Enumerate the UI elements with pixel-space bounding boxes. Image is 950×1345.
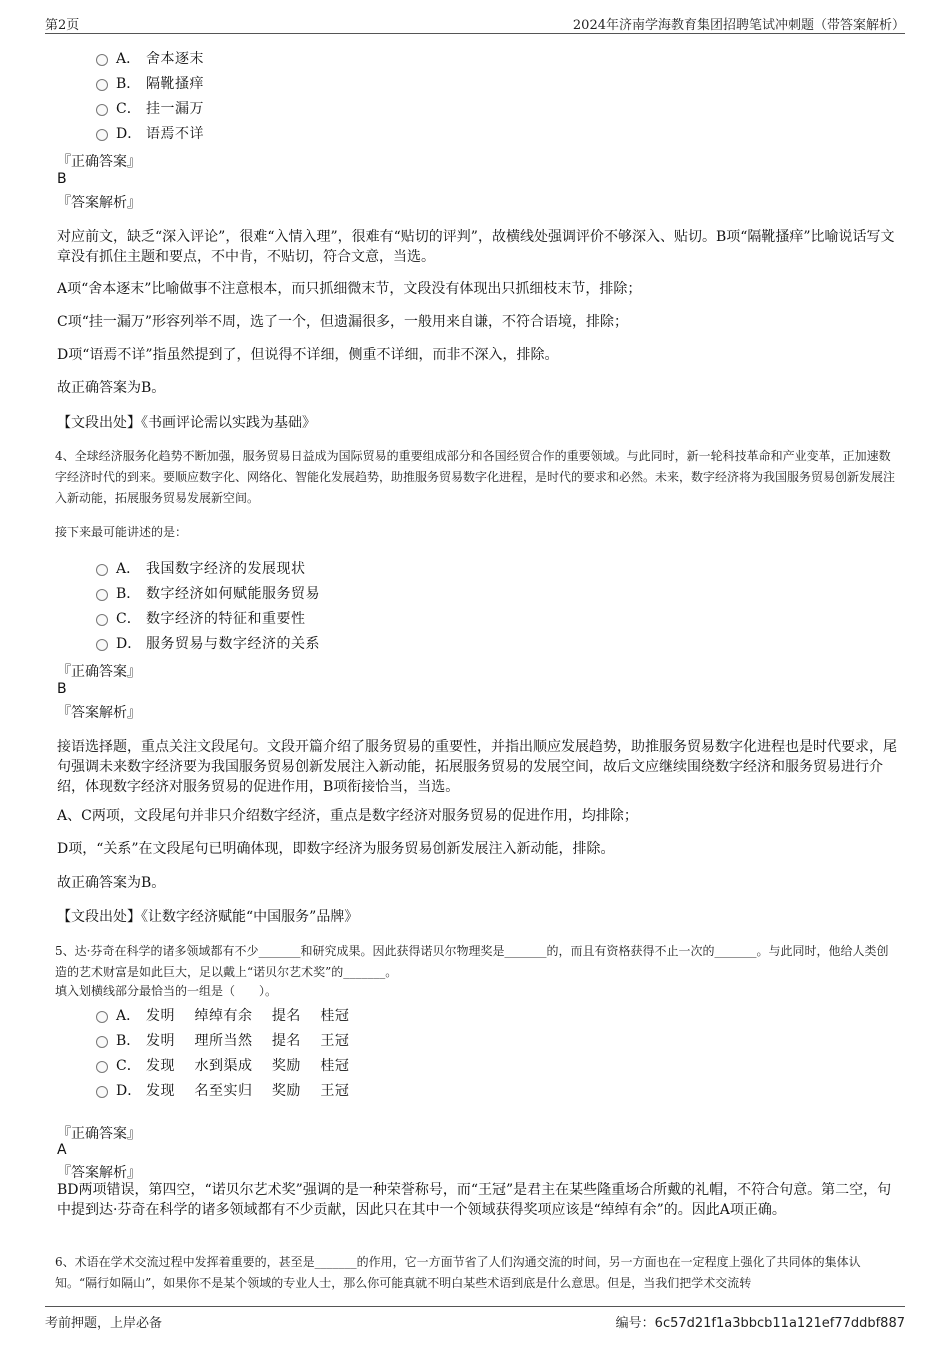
q4-stem: 接下来最可能讲述的是： — [55, 525, 188, 539]
radio-icon[interactable] — [96, 79, 108, 91]
document-code: 编号：6c57d21f1a3bbcb11a121ef77ddbf887 — [615, 1316, 905, 1331]
q4-answer: B — [57, 681, 67, 697]
q4-text: 4、全球经济服务化趋势不断加强，服务贸易日益成为国际贸易的重要组成部分和各国经贸合作的重要领域。与此同时，新一轮科技革命和产业变革，正加速数字经济时代的到来。要顺应数字化、网络化、智能化发展趋势，助推服务贸易数字化进程，是时代的要求和必然。未来，数字经济将为我国服务贸易创新发展注入新动能，拓展服务贸易发展新空间。 — [55, 449, 896, 505]
radio-icon[interactable] — [96, 1036, 108, 1048]
q3-source: 【文段出处】《书画评论需以实践为基础》 — [57, 415, 316, 431]
radio-icon[interactable] — [96, 639, 108, 651]
radio-icon[interactable] — [96, 129, 108, 141]
q4-option-a[interactable]: A． 我国数字经济的发展现状 — [96, 555, 320, 580]
q5-analysis: BD两项错误，第四空，“诺贝尔艺术奖”强调的是一种荣誉称号，而“王冠”是君主在某些隆重场合所戴的礼帽，不符合句意。第二空，句中提到达·芬奇在科学的诸多领域都有不少贡献，因此只在其中一个领域获得奖项应该是“绰绰有余”的。因此A项正确。 — [57, 1182, 892, 1218]
q3-analysis-p3: C项“挂一漏万”形容列举不周，选了一个，但遗漏很多，一般用来自谦，不符合语境，排除； — [57, 314, 629, 330]
q4-analysis-p4: 故正确答案为B。 — [57, 875, 166, 891]
q4-analysis-p2: A、C两项，文段尾句并非只介绍数字经济，重点是数字经济对服务贸易的促进作用，均排除； — [57, 808, 638, 824]
q4-options — [96, 555, 320, 655]
radio-icon[interactable] — [96, 614, 108, 626]
q5-option-b[interactable]: B． 发明 理所当然 提名 王冠 — [96, 1027, 349, 1052]
q4-analysis-p3: D项，“关系”在文段尾句已明确体现，即数字经济为服务贸易创新发展注入新动能，排除。 — [57, 841, 615, 857]
q4-correct-label: 『正确答案』 — [57, 664, 141, 680]
q5-options — [96, 1002, 349, 1102]
radio-icon[interactable] — [96, 564, 108, 576]
q5-option-c[interactable]: C． 发现 水到渠成 奖励 桂冠 — [96, 1052, 349, 1077]
page-header — [45, 12, 905, 32]
q6-text: 6、术语在学术交流过程中发挥着重要的，甚至是_______的作用，它一方面节省了人们沟通交流的时间，另一方面也在一定程度上强化了共同体的集体认知。“隔行如隔山”，如果你不是某个领域的专业人士，那么你可能真就不明白某些术语到底是什么意思。但是，当我们把学术交流转 — [55, 1255, 861, 1290]
q5-answer: A — [57, 1142, 67, 1158]
q5-text: 5、达·芬奇在科学的诸多领域都有不少_______和研究成果。因此获得诺贝尔物理奖是_______的，而且有资格获得不止一次的_______。与此同时，他给人类创造的艺术财富是如此巨大，足以戴上“诺贝尔艺术奖”的_______。 — [55, 944, 889, 979]
q4-option-b[interactable]: B． 数字经济如何赋能服务贸易 — [96, 580, 320, 605]
q3-option-a[interactable]: A． 舍本逐末 — [96, 45, 204, 70]
q3-option-b[interactable]: B． 隔靴搔痒 — [96, 70, 204, 95]
q3-analysis-p2: A项“舍本逐末”比喻做事不注意根本，而只抓细微末节，文段没有体现出只抓细枝末节，排除； — [57, 281, 642, 297]
q3-answer: B — [57, 171, 67, 187]
header-divider — [45, 33, 905, 34]
q3-analysis-p4: D项“语焉不详”指虽然提到了，但说得不详细，侧重不详细，而非不深入，排除。 — [57, 347, 559, 363]
q4-source: 【文段出处】《让数字经济赋能“中国服务”品牌》 — [57, 909, 359, 925]
q4-analysis-label: 『答案解析』 — [57, 705, 141, 721]
q5-option-d[interactable]: D． 发现 名至实归 奖励 王冠 — [96, 1077, 349, 1102]
document-title: 2024年济南学海教育集团招聘笔试冲刺题（带答案解析） — [572, 18, 905, 33]
radio-icon[interactable] — [96, 1061, 108, 1073]
q5-correct-label: 『正确答案』 — [57, 1126, 141, 1142]
radio-icon[interactable] — [96, 104, 108, 116]
radio-icon[interactable] — [96, 1086, 108, 1098]
q5-option-a[interactable]: A． 发明 绰绰有余 提名 桂冠 — [96, 1002, 349, 1027]
q5-analysis-label: 『答案解析』 — [57, 1165, 141, 1181]
radio-icon[interactable] — [96, 589, 108, 601]
q4-option-d[interactable]: D． 服务贸易与数字经济的关系 — [96, 630, 320, 655]
radio-icon[interactable] — [96, 1011, 108, 1023]
q3-correct-label: 『正确答案』 — [57, 154, 141, 170]
q5-stem: 填入划横线部分最恰当的一组是（ ）。 — [55, 984, 278, 998]
q3-analysis-p5: 故正确答案为B。 — [57, 380, 166, 396]
q3-options — [96, 45, 204, 145]
q4-option-c[interactable]: C． 数字经济的特征和重要性 — [96, 605, 320, 630]
q3-analysis-p1: 对应前文，缺乏“深入评论”，很难“入情入理”，很难有“贴切的评判”，故横线处强调评价不够深入、贴切。B项“隔靴搔痒”比喻说话写文章没有抓住主题和要点，不中肯，不贴切，符合文意，当选。 — [57, 229, 895, 265]
q3-option-c[interactable]: C． 挂一漏万 — [96, 95, 204, 120]
q3-analysis-label: 『答案解析』 — [57, 195, 141, 211]
page-number: 第2页 — [45, 18, 80, 33]
q3-option-d[interactable]: D． 语焉不详 — [96, 120, 204, 145]
footer-divider — [45, 1306, 905, 1307]
footer-slogan: 考前押题，上岸必备 — [45, 1316, 163, 1331]
q4-analysis-p1: 接语选择题，重点关注文段尾句。文段开篇介绍了服务贸易的重要性，并指出顺应发展趋势，助推服务贸易数字化进程也是时代要求，尾句强调未来数字经济要为我国服务贸易创新发展注入新动能，拓展服务贸易的发展空间，故后文应继续围绕数字经济和服务贸易进行介绍，体现数字经济对服务贸易的促进作用，B项衔接恰当，当选。 — [57, 739, 897, 795]
radio-icon[interactable] — [96, 54, 108, 66]
